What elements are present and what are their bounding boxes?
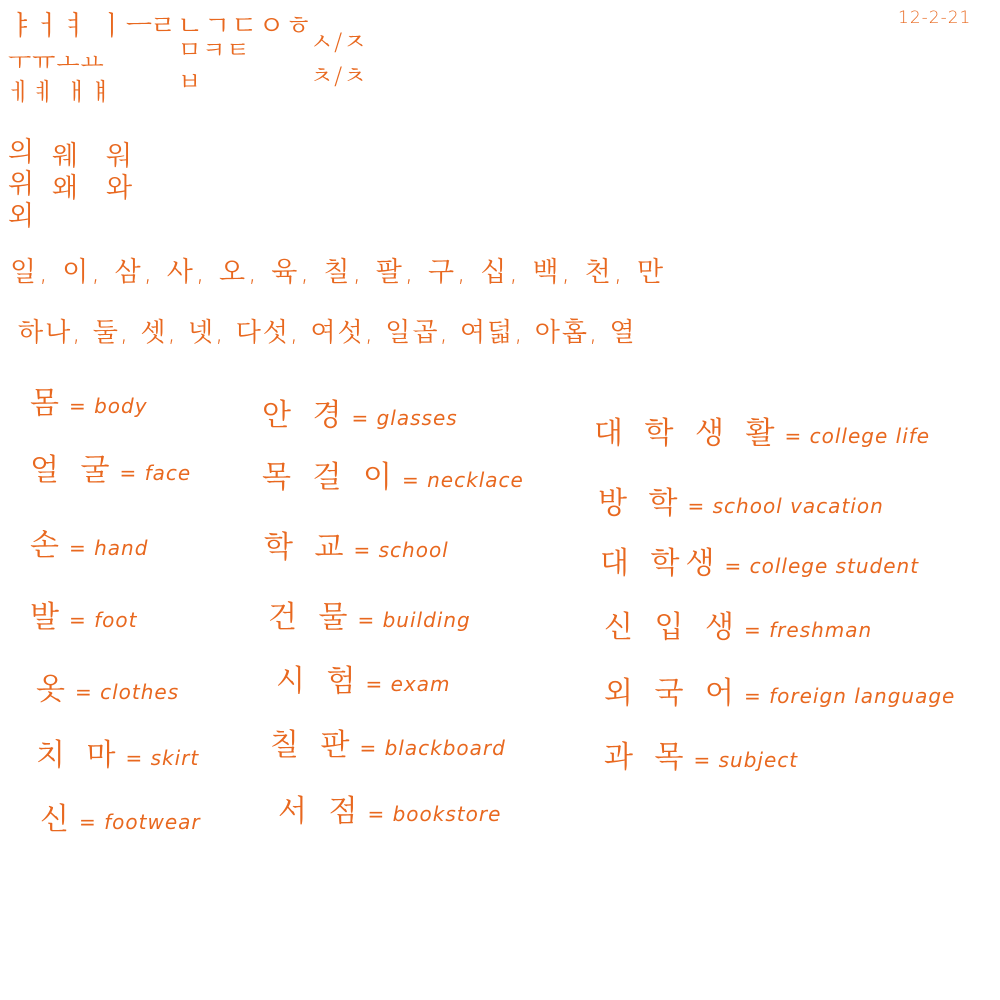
vocab-korean: 치 마 (36, 738, 122, 773)
vocab-english: = foot (68, 608, 138, 632)
diphthong-wo: 워 (106, 141, 134, 172)
vocab-item-foreign-language (604, 668, 955, 712)
vocab-korean: 손 (30, 528, 65, 563)
vocab-english: = skirt (125, 746, 200, 770)
vocab-korean: 대 학 생 활 (594, 416, 781, 451)
vocab-korean: 방 학 (598, 486, 684, 521)
date-label: 12-2-21 (898, 8, 972, 28)
vocab-item-subject (604, 732, 798, 776)
vocab-item-skirt (36, 730, 199, 774)
vocab-korean: 시 험 (276, 664, 362, 699)
vocab-english: = school (353, 538, 449, 562)
vocab-english: = hand (68, 536, 149, 560)
consonants-row-2: ㅁㅋㅌ (178, 36, 251, 64)
diphthong-wi: 위 (8, 169, 36, 200)
vocab-english: = blackboard (359, 736, 506, 760)
vocab-korean: 목 걸 이 (262, 460, 399, 495)
vocab-item-glasses (262, 390, 458, 434)
vocab-korean: 안 경 (262, 398, 348, 433)
vocab-item-exam (276, 656, 451, 700)
diphthong-wae: 왜 (52, 173, 80, 204)
vocab-item-school-vacation (598, 478, 884, 522)
diphthong-we: 웨 (52, 141, 80, 172)
vocab-item-school (264, 522, 449, 566)
consonant-pair-1: ㅅ/ㅈ (310, 28, 368, 56)
vocab-english: = bookstore (367, 802, 502, 826)
vocab-item-foot (30, 592, 137, 636)
vowels-row-1: ㅑㅓㅕ ㅣㅡ (8, 11, 153, 42)
diphthong-wa: 와 (106, 173, 134, 204)
vowels-row-3: ㅔㅖ ㅐㅒ (8, 78, 114, 106)
vocab-english: = glasses (351, 406, 458, 430)
diphthong-ui: 의 (8, 137, 36, 168)
vocab-korean: 몸 (30, 386, 65, 421)
vocab-english: = freshman (744, 618, 873, 642)
consonants-row-3: ㅂ (178, 68, 203, 96)
vocab-item-blackboard (270, 720, 506, 764)
vocab-english: = footwear (78, 810, 201, 834)
vocab-korean: 신 입 생 (604, 610, 741, 645)
vocab-english: = exam (365, 672, 451, 696)
vocab-english: = subject (693, 748, 799, 772)
vocab-english: = building (357, 608, 471, 632)
vowels-row-2: ㅜㅠㅗㅛ (8, 48, 105, 76)
vocab-english: = school vacation (687, 494, 884, 518)
vocab-korean: 과 목 (604, 740, 690, 775)
native-korean-numbers: 하나, 둘, 셋, 넷, 다섯, 여섯, 일곱, 여덟, 아홉, 열 (18, 318, 637, 348)
vocab-korean: 신 (40, 802, 75, 837)
vocab-korean: 얼 굴 (30, 453, 116, 488)
vocab-korean: 대 학생 (600, 546, 721, 581)
vocab-english: = body (68, 394, 148, 418)
vocab-english: = foreign language (744, 684, 956, 708)
vocab-english: = necklace (402, 468, 524, 492)
diphthong-oe: 외 (8, 201, 36, 232)
vocab-item-building (268, 592, 471, 636)
vocab-item-face (30, 445, 191, 489)
vocab-korean: 건 물 (268, 600, 354, 635)
vocab-korean: 칠 판 (270, 728, 356, 763)
vocab-item-freshman (604, 602, 872, 646)
vocab-korean: 학 교 (264, 530, 350, 565)
vocab-item-bookstore (278, 786, 501, 830)
vocab-korean: 서 점 (278, 794, 364, 829)
vocab-english: = clothes (74, 680, 180, 704)
vocab-item-college-life (594, 408, 930, 452)
vocab-item-necklace (262, 452, 524, 496)
vocab-korean: 옷 (36, 672, 71, 707)
vocab-item-clothes (36, 664, 179, 708)
consonant-pair-2: ㅊ/ㅊ (310, 62, 368, 90)
vocab-korean: 외 국 어 (604, 676, 741, 711)
vocab-english: = college life (784, 424, 931, 448)
consonants-row-1: ㄹㄴㄱㄷㅇㅎ (150, 11, 313, 42)
vocab-item-footwear (40, 794, 201, 838)
vocab-korean: 발 (30, 600, 65, 635)
vocab-item-hand (30, 520, 148, 564)
vocab-item-body (30, 378, 148, 422)
sino-korean-numbers: 일, 이, 삼, 사, 오, 육, 칠, 팔, 구, 십, 백, 천, 만 (10, 257, 667, 288)
vocab-english: = face (119, 461, 192, 485)
vocab-item-college-student (600, 538, 919, 582)
vocab-english: = college student (724, 554, 920, 578)
